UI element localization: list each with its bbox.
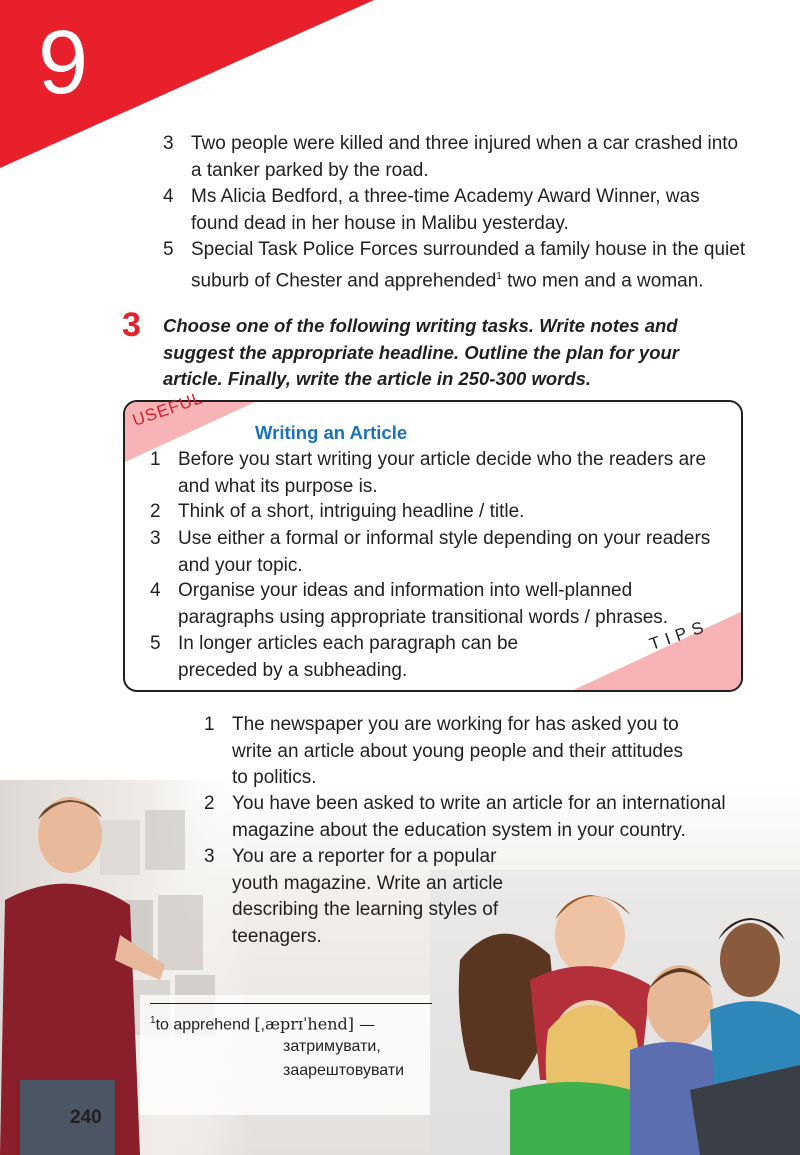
tip-item bbox=[150, 447, 730, 500]
task-item-text: You have been asked to write an article for an international bbox=[232, 793, 726, 814]
task-instruction-line: Choose one of the following writing tasks. Write notes and bbox=[163, 315, 678, 336]
tip-text: Use either a formal or informal style depending on your readers bbox=[178, 528, 711, 549]
task-item-number: 1 bbox=[204, 714, 215, 735]
tip-text: paragraphs using appropriate transitional words / phrases. bbox=[178, 606, 669, 628]
tips-label: TIPS bbox=[647, 615, 712, 654]
footnote-translation: заарештовувати bbox=[283, 1062, 405, 1079]
list-item bbox=[163, 131, 763, 184]
tips-title: Writing an Article bbox=[255, 422, 408, 443]
task-item bbox=[204, 712, 764, 792]
task-instruction-line: suggest the appropriate headline. Outline the plan for your bbox=[163, 341, 680, 363]
task-item-text: write an article about young people and their attitudes bbox=[232, 740, 684, 762]
task-item bbox=[204, 791, 784, 844]
task-item-number: 3 bbox=[204, 846, 215, 867]
list-item-number: 5 bbox=[163, 239, 174, 260]
tip-text: Think of a short, intriguing headline / title. bbox=[178, 501, 525, 522]
chapter-number: 9 bbox=[38, 13, 89, 113]
task-item-text: teenagers. bbox=[232, 925, 322, 947]
footnote-marker: 1 bbox=[150, 1015, 156, 1026]
list-item-text bbox=[191, 264, 704, 295]
task-item-text: magazine about the education system in your country. bbox=[232, 819, 686, 841]
list-item-text: a tanker parked by the road. bbox=[191, 159, 429, 181]
footnote-transcription: [ˌæprɪˈhend] — bbox=[254, 1014, 376, 1034]
list-item-text: Special Task Police Forces surrounded a family house in the quiet bbox=[191, 239, 746, 260]
task-item bbox=[204, 844, 534, 950]
list-item-text: found dead in her house in Malibu yesterday. bbox=[191, 212, 569, 234]
list-item bbox=[163, 237, 773, 290]
task-instructions bbox=[163, 313, 743, 393]
tip-text: and what its purpose is. bbox=[178, 475, 378, 497]
task-item-text: The newspaper you are working for has asked you to bbox=[232, 714, 679, 735]
list-item-text: Two people were killed and three injured when a car crashed into bbox=[191, 133, 739, 154]
footnote-divider bbox=[150, 1003, 432, 1004]
list-item-text-end: two men and a woman. bbox=[501, 269, 704, 291]
tip-item bbox=[150, 578, 730, 631]
tip-text: In longer articles each paragraph can be bbox=[178, 633, 519, 654]
tip-number: 1 bbox=[150, 449, 161, 470]
list-item-number: 4 bbox=[163, 186, 174, 207]
footnote-entry bbox=[150, 1010, 375, 1036]
task-item-text: describing the learning styles of bbox=[232, 899, 499, 920]
tip-item bbox=[150, 526, 730, 579]
footnote-translation: затримувати, bbox=[283, 1038, 381, 1055]
tip-item bbox=[150, 631, 650, 684]
tip-text: Before you start writing your article decide who the readers are bbox=[178, 449, 707, 470]
task-item-number: 2 bbox=[204, 793, 215, 814]
tip-number: 4 bbox=[150, 580, 161, 601]
task-item-text: to politics. bbox=[232, 767, 317, 788]
task-instruction-line: article. Finally, write the article in 250-300 words. bbox=[163, 368, 592, 389]
tip-number: 2 bbox=[150, 501, 161, 522]
tip-text: Organise your ideas and information into well-planned bbox=[178, 580, 633, 601]
list-item bbox=[163, 184, 763, 237]
task-item-text: You are a reporter for a popular bbox=[232, 846, 497, 867]
task-item-text: youth magazine. Write an article bbox=[232, 872, 504, 894]
page-number: 240 bbox=[70, 1107, 102, 1128]
tip-number: 3 bbox=[150, 528, 161, 549]
task-number: 3 bbox=[122, 306, 141, 344]
tip-item bbox=[150, 499, 730, 526]
list-item-text: Ms Alicia Bedford, a three-time Academy Award Winner, was bbox=[191, 186, 700, 207]
tip-number: 5 bbox=[150, 633, 161, 654]
useful-label: USEFUL bbox=[130, 388, 206, 430]
list-item-number: 3 bbox=[163, 133, 174, 154]
footnote-word: to apprehend bbox=[155, 1016, 250, 1034]
list-item-text-start: suburb of Chester and apprehended bbox=[191, 269, 497, 291]
footnote-marker: 1 bbox=[496, 270, 502, 282]
tip-text: and your topic. bbox=[178, 554, 303, 576]
tip-text: preceded by a subheading. bbox=[178, 659, 408, 681]
